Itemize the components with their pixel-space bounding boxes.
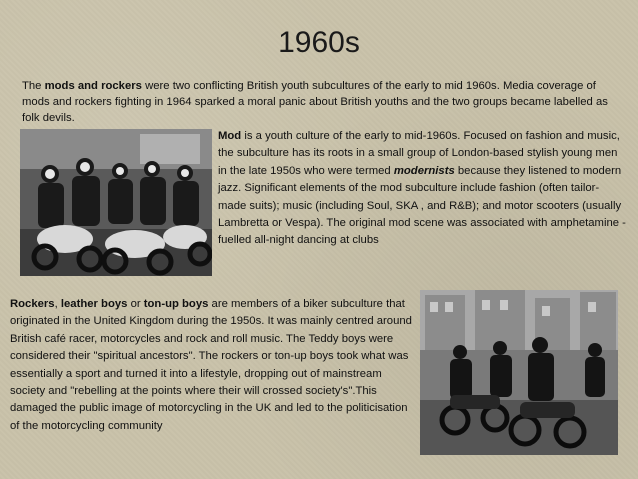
intro-text-2: were two conflicting British youth subcultures of the early to mid 1960s. Media coverage of mods and rockers fighting in 1964 sparked a moral panic about British youths and the two groups became labelled as folk devils. [22,80,608,124]
intro-paragraph [22,78,626,126]
rockers-text-2: or [127,298,144,310]
rockers-on-motorcycles-photo [420,290,618,455]
rockers-bold-term: Rockers [10,298,55,310]
rockers-bold-leather-boys: leather boys [60,298,128,310]
mod-text-2: because they listened to modern jazz. Significant elements of the mod subculture include fashion (often tailor-made suits); music (including Soul, SKA , and R&B); and motor scooters (usually Lambretta or Vespa). The original mod scene was associated with amphetamine -fuelled all-night dancing at clubs [218,164,626,247]
rockers-paragraph [10,296,415,435]
rockers-text-1: , [54,298,61,310]
intro-bold-mods-and-rockers: mods and rockers [44,80,142,92]
mods-on-scooters-photo [20,129,212,276]
mod-bold-term: Mod [218,130,242,142]
mod-text-1: is a youth culture of the early to mid-1960s. Focused on fashion and music, the subculture has its roots in a small group of London-based stylish young men in the late 1950s who were termed [218,130,620,177]
slide-title: 1960s [278,26,360,59]
mod-italic-modernists: modernists [393,164,455,177]
mod-paragraph [218,128,626,250]
rockers-text-3: are members of a biker subculture that originated in the United Kingdom during the 1950s. It was mainly centred around British café racer, motorcycles and rock and roll music. The Teddy boys were considered their "spiritual ancestors". The rockers or ton-up boys took what was essentially a sport and turned it into a lifestyle, dropping out of mainstream society and "rebelling at the points where their will crossed society's".This damaged the public image of motorcycling in the UK and led to the politicisation of the motorcycling community [10,298,412,432]
rockers-bold-ton-up-boys: ton-up boys [143,298,209,310]
intro-text-1: The [22,80,45,92]
